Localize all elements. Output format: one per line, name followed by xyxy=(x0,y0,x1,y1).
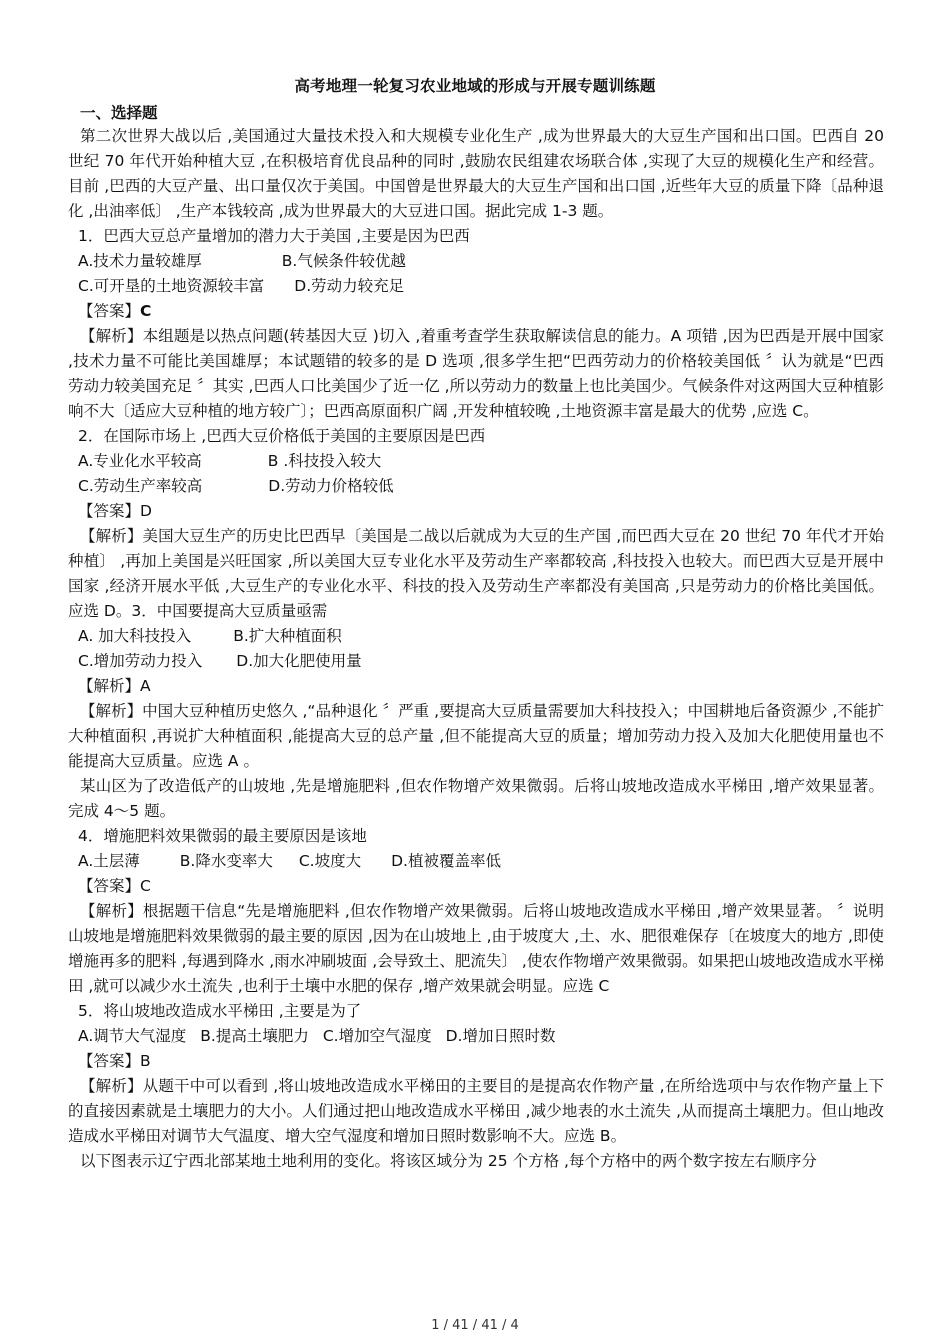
option-b: B.气候条件较优越 xyxy=(281,252,406,270)
page-number: 1 / 41 / 41 / 4 xyxy=(431,1318,519,1333)
question-5-analysis: 【解析】从题干中可以看到 ,将山坡地改造成水平梯田的主要目的是提高农作物产量 ,在所给选项中与农作物产量上下的直接因素就是土壤肥力的大小。人们通过把山地改造成水平梯田 ,减少地表的水土流失 ,从而提高土壤肥力。但山地改造成水平梯田对调节大气温度、增大空气湿度和增加日照时数影响不大。应选 B。 xyxy=(68,1077,884,1145)
third-passage: 以下图表示辽宁西北部某地土地利用的变化。将该区域分为 25 个方格 ,每个方格中的两个数字按左右顺序分 xyxy=(80,1152,817,1170)
question-4-stem: 4．增施肥料效果微弱的最主要原因是该地 xyxy=(78,827,367,845)
option-c: C.增加空气湿度 xyxy=(322,1027,432,1045)
question-2-options-row-1 xyxy=(68,449,884,474)
question-4-answer: 【答案】C xyxy=(78,877,151,895)
question-4-options xyxy=(68,849,884,874)
option-b: B.降水变率大 xyxy=(179,852,273,870)
question-5-answer: 【答案】B xyxy=(78,1052,151,1070)
answer-value: C xyxy=(140,302,152,320)
option-c: C.坡度大 xyxy=(298,852,362,870)
question-1-options-row-1 xyxy=(68,249,884,274)
question-5-stem: 5．将山坡地改造成水平梯田 ,主要是为了 xyxy=(78,1002,362,1020)
option-d: D.植被覆盖率低 xyxy=(391,852,501,870)
option-a: A.技术力量较雄厚 xyxy=(78,252,202,270)
answer-label: 【答案】 xyxy=(78,302,141,320)
question-1-options-row-2 xyxy=(68,274,884,299)
document-body xyxy=(68,124,884,1174)
option-d: D.加大化肥使用量 xyxy=(236,652,362,670)
question-3-options-row-2 xyxy=(68,649,884,674)
question-1-answer xyxy=(68,299,884,324)
option-a: A.调节大气湿度 xyxy=(78,1027,187,1045)
question-2-options-row-2 xyxy=(68,474,884,499)
document-title: 高考地理一轮复习农业地域的形成与开展专题训练题 xyxy=(294,77,656,95)
option-d: D.增加日照时数 xyxy=(445,1027,556,1045)
option-a: A. 加大科技投入 xyxy=(78,627,192,645)
question-3-options-row-1 xyxy=(68,624,884,649)
question-2-analysis: 【解析】美国大豆生产的历史比巴西早〔美国是二战以后就成为大豆的生产国 ,而巴西大豆在 20 世纪 70 年代才开始种植〕 ,再加上美国是兴旺国家 ,所以美国大豆专业化水平及劳动生产率都较高 ,科技投入也较大。而巴西大豆是开展中国家 ,经济开展水平低 ,大豆生产的专业化水平、科技的投入及劳动生产率都没有美国高 ,只是劳动力的价格比美国低。应选 D。3．中国要提高大豆质量亟需 xyxy=(68,527,884,620)
option-a: A.专业化水平较高 xyxy=(78,452,202,470)
section-heading: 一、选择题 xyxy=(80,104,158,122)
intro-paragraph: 第二次世界大战以后 ,美国通过大量技术投入和大规模专业化生产 ,成为世界最大的大豆生产国和出口国。巴西自 20 世纪 70 年代开始种植大豆 ,在积极培育优良品种的同时 ,鼓励农民组建农场联合体 ,实现了大豆的规模化生产和经营。目前 ,巴西的大豆产量、出口量仅次于美国。中国曾是世界最大的大豆生产国和出口国 ,近些年大豆的质量下降〔品种退化 ,出油率低〕 ,生产本钱较高 ,成为世界最大的大豆进口国。据此完成 1-3 题。 xyxy=(68,127,884,220)
second-passage: 某山区为了改造低产的山坡地 ,先是增施肥料 ,但农作物增产效果微弱。后将山坡地改造成水平梯田 ,增产效果显著。完成 4～5 题。 xyxy=(68,777,884,820)
option-d: D.劳动力较充足 xyxy=(294,277,405,295)
option-b: B.扩大种植面积 xyxy=(233,627,342,645)
option-b: B .科技投入较大 xyxy=(267,452,382,470)
option-c: C.增加劳动力投入 xyxy=(78,652,203,670)
question-5-options xyxy=(68,1024,884,1049)
question-3-analysis: 【解析】中国大豆种植历史悠久 ,“品种退化 〞严重 ,要提高大豆质量需要加大科技投入；中国耕地后备资源少 ,不能扩大种植面积 ,再说扩大种植面积 ,能提高大豆的总产量 ,但不能提高大豆的质量；增加劳动力投入及加大化肥使用量也不能提高大豆质量。应选 A 。 xyxy=(68,702,884,770)
question-2-answer: 【答案】D xyxy=(78,502,152,520)
question-3-answer: 【解析】A xyxy=(78,677,151,695)
option-c: C.可开垦的土地资源较丰富 xyxy=(78,277,265,295)
question-1-analysis: 【解析】本组题是以热点问题(转基因大豆 )切入 ,着重考查学生获取解读信息的能力。A 项错 ,因为巴西是开展中国家 ,技术力量不可能比美国雄厚；本试题错的较多的是 D 选项 ,很多学生把“巴西劳动力的价格较美国低 〞认为就是“巴西劳动力较美国充足 〞其实 ,巴西人口比美国少了近一亿 ,所以劳动力的数量上也比美国少。气候条件对这两国大豆种植影响不大〔适应大豆种植的地方较广〕；巴西高原面积广阔 ,开发种植较晚 ,土地资源丰富是最大的优势 ,应选 C。 xyxy=(68,327,884,420)
option-d: D.劳动力价格较低 xyxy=(268,477,394,495)
question-2-stem: 2．在国际市场上 ,巴西大豆价格低于美国的主要原因是巴西 xyxy=(78,427,486,445)
question-4-analysis: 【解析】根据题干信息“先是增施肥料 ,但农作物增产效果微弱。后将山坡地改造成水平梯田 ,增产效果显著。 〞说明山坡地是增施肥料效果微弱的最主要的原因 ,因为在山坡地上 ,由于坡度大 ,土、水、肥很难保存〔在坡度大的地方 ,即使增施再多的肥料 ,每遇到降水 ,雨水冲刷坡面 ,会导致土、肥流失〕 ,使农作物增产效果微弱。如果把山坡地改造成水平梯田 ,就可以减少水土流失 ,也利于土壤中水肥的保存 ,增产效果就会明显。应选 C xyxy=(68,902,884,995)
option-a: A.土层薄 xyxy=(78,852,140,870)
question-1-stem: 1．巴西大豆总产量增加的潜力大于美国 ,主要是因为巴西 xyxy=(78,227,470,245)
option-b: B.提高土壤肥力 xyxy=(200,1027,309,1045)
option-c: C.劳动生产率较高 xyxy=(78,477,203,495)
